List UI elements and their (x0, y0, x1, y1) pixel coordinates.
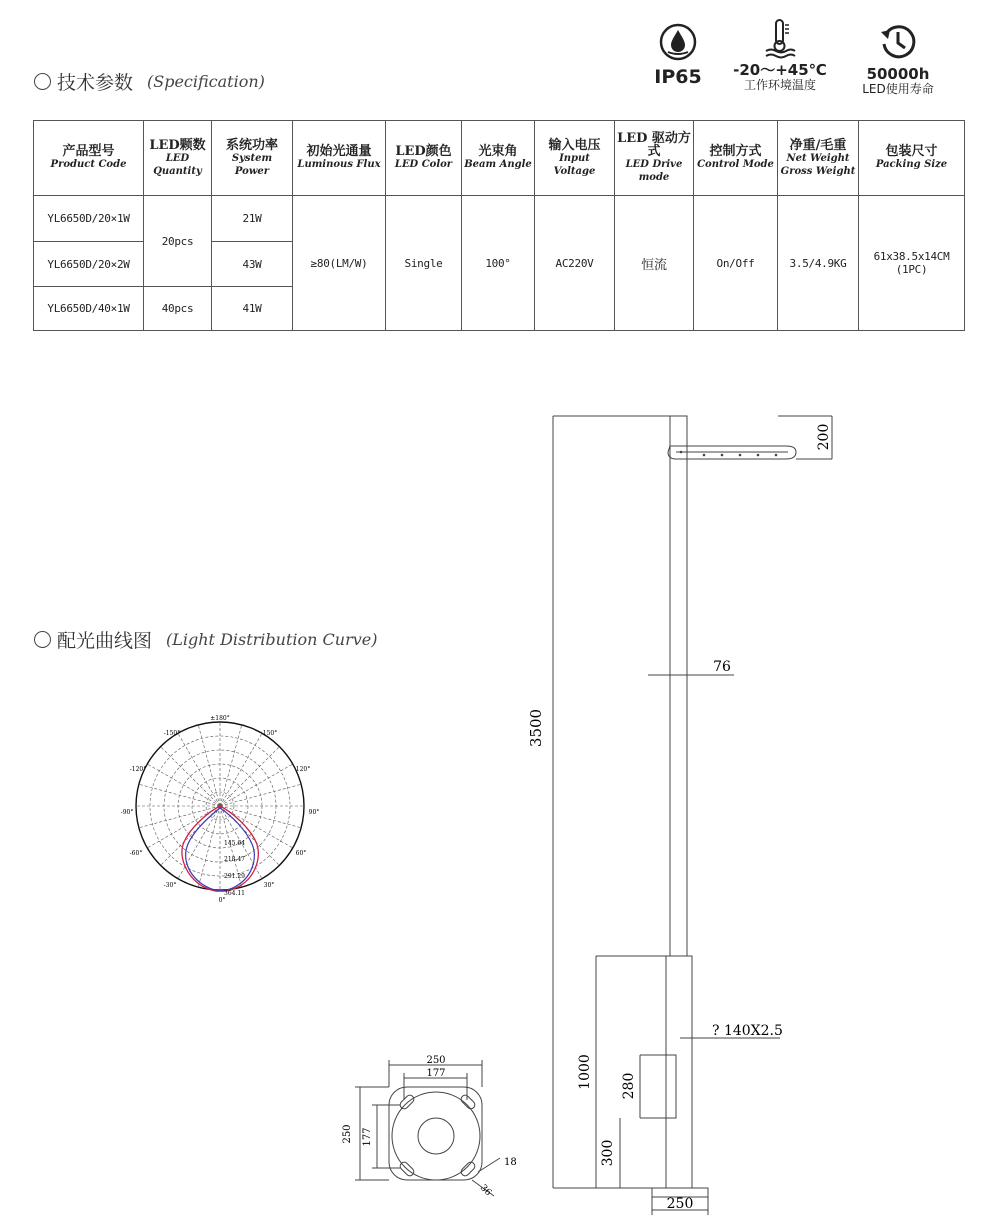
led-quantity-cell: 40pcs (144, 287, 212, 331)
header-packing-size: 包装尺寸 Packing Size (859, 121, 965, 196)
radial-label-2: 218.47 (224, 856, 245, 863)
led-color-cell: Single (386, 196, 462, 331)
polar-spoke (220, 747, 279, 806)
header-weight: 净重/毛重 Net Weight Gross Weight (778, 121, 859, 196)
curve-title-en: (Light Distribution Curve) (166, 630, 378, 649)
circle-bullet-icon (34, 73, 51, 90)
dim-bolt-spacing: 177 (426, 1068, 446, 1079)
angle-label-minus-30: -30° (163, 882, 177, 889)
header-drive-mode: LED 驱动方式 LED Drive mode (615, 121, 694, 196)
led-quantity-cell: 20pcs (144, 196, 212, 287)
header-control-mode: 控制方式 Control Mode (694, 121, 778, 196)
dim-plate-height: 250 (342, 1124, 353, 1144)
base-center-hole (418, 1118, 454, 1154)
product-code-cell: YL6650D/20×1W (34, 196, 144, 242)
pole-door (660, 1055, 676, 1118)
thermometer-icon (760, 18, 800, 58)
pole-upper (670, 416, 687, 956)
table-header-row (34, 121, 965, 196)
header-system-power: 系统功率 System Power (212, 121, 293, 196)
dim-base-tube: ? 140X2.5 (712, 1023, 783, 1039)
dim-door-offset: 300 (600, 1139, 616, 1167)
header-beam-angle: 光束角 Beam Angle (462, 121, 535, 196)
feature-temperature-label: 工作环境温度 (743, 78, 816, 92)
angle-label-minus-90: -90° (120, 809, 134, 816)
feature-ip65-label: IP65 (654, 66, 702, 88)
dim-bolt-spacing-vertical: 177 (362, 1127, 373, 1147)
system-power-cell: 21W (212, 196, 293, 242)
spec-table (33, 120, 965, 331)
dim-total-height: 3500 (527, 708, 545, 748)
spec-title-en: (Specification) (147, 72, 265, 91)
angle-label-30: 30° (263, 882, 275, 889)
input-voltage-cell: AC220V (535, 196, 615, 331)
water-drop-icon (658, 22, 698, 62)
dim-slot-width: 18 (504, 1157, 517, 1168)
radial-label-4: 364.11 (224, 890, 245, 897)
angle-label-0: 0° (218, 897, 226, 904)
pole-lower (666, 956, 692, 1188)
product-code-cell: YL6650D/20×2W (34, 242, 144, 287)
luminous-flux-cell: ≥80(LM/W) (293, 196, 386, 331)
angle-label-120: 120° (295, 766, 311, 773)
polar-spoke (220, 733, 262, 806)
polar-spoke (139, 806, 220, 828)
radial-label-3: 291.29 (224, 873, 245, 880)
base-outer-circle (392, 1092, 480, 1180)
product-code-cell: YL6650D/40×1W (34, 287, 144, 331)
system-power-cell: 43W (212, 242, 293, 287)
feature-ip65 (640, 22, 716, 88)
angle-label-minus-120: -120° (129, 766, 147, 773)
spec-title-cn: 技术参数 (57, 72, 134, 94)
angle-label-150: 150° (262, 730, 278, 737)
beam-angle-cell: 100° (462, 196, 535, 331)
polar-spoke (220, 784, 301, 806)
dim-plate-width: 250 (426, 1055, 446, 1066)
circle-bullet-icon (34, 631, 51, 648)
curve-section-title (34, 626, 377, 653)
angle-label-180: ±180° (210, 715, 230, 722)
dim-slot-length: 36 (477, 1183, 494, 1199)
radial-label-1: 145.64 (224, 840, 245, 847)
dim-pole-diameter: 76 (713, 659, 731, 675)
header-product-code: 产品型号 Product Code (34, 121, 144, 196)
feature-lifetime-value: 50000h (866, 65, 930, 83)
header-led-quantity: LED颗数 LED Quantity (144, 121, 212, 196)
feature-temperature (728, 18, 832, 93)
control-mode-cell: On/Off (694, 196, 778, 331)
feature-lifetime (848, 22, 948, 97)
drive-mode-cell: 恒流 (615, 196, 694, 331)
packing-size-cell: 61x38.5x14CM (1PC) (859, 196, 965, 331)
polar-spoke (147, 764, 220, 806)
table-row (34, 196, 965, 242)
dim-base-width: 250 (666, 1196, 694, 1212)
spec-section-title (34, 68, 265, 95)
dim-arm-height: 200 (816, 423, 832, 451)
angle-label-minus-150: -150° (163, 730, 181, 737)
feature-temperature-value: -20～+45℃ (733, 61, 827, 79)
bolt-slot (460, 1094, 477, 1111)
polar-distribution-diagram (120, 710, 320, 910)
dim-door-height: 280 (621, 1072, 637, 1100)
dim-lower-height: 1000 (577, 1054, 593, 1090)
pole-drawing (527, 405, 832, 1220)
feature-lifetime-label: LED使用寿命 (862, 82, 934, 96)
base-plate-drawing (335, 1050, 525, 1220)
clock-history-icon (878, 22, 918, 62)
polar-spoke (178, 733, 220, 806)
system-power-cell: 41W (212, 287, 293, 331)
polar-spoke (220, 764, 293, 806)
weight-cell: 3.5/4.9KG (778, 196, 859, 331)
header-luminous-flux: 初始光通量 Luminous Flux (293, 121, 386, 196)
polar-spoke (161, 747, 220, 806)
polar-spoke (198, 725, 220, 806)
bolt-slot (399, 1094, 416, 1111)
header-input-voltage: 输入电压 Input Voltage (535, 121, 615, 196)
bolt-slot (460, 1161, 477, 1178)
angle-label-60: 60° (295, 850, 307, 857)
header-led-color: LED颜色 LED Color (386, 121, 462, 196)
angle-label-90: 90° (308, 809, 320, 816)
curve-title-cn: 配光曲线图 (57, 630, 153, 652)
angle-label-minus-60: -60° (129, 850, 143, 857)
